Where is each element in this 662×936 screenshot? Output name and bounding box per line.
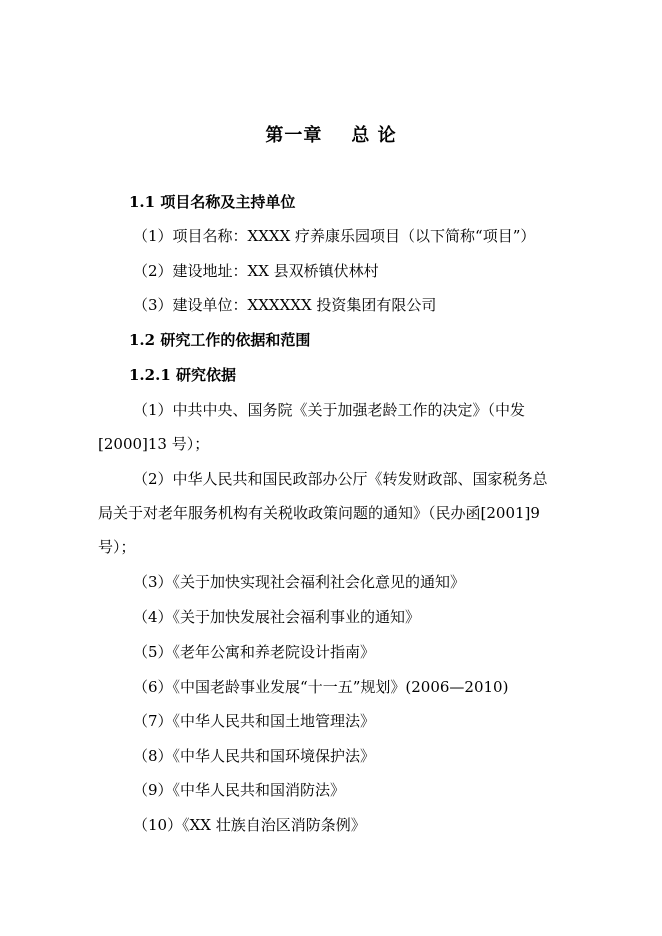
basis-item-7: （7）《中华人民共和国土地管理法》 (133, 712, 376, 730)
project-name-line: （1）项目名称：XXXX 疗养康乐园项目（以下简称“项目”） (133, 227, 536, 245)
basis-item-8: （8）《中华人民共和国环境保护法》 (133, 747, 376, 765)
project-address-line: （2）建设地址：XX 县双桥镇伏林村 (133, 262, 379, 280)
chapter-title: 第一章 总 论 (265, 125, 397, 146)
basis-item-2-line-1: （2）中华人民共和国民政部办公厅《转发财政部、国家税务总 (133, 470, 548, 488)
basis-item-10: （10）《XX 壮族自治区消防条例》 (133, 816, 366, 834)
basis-item-1-line-1: （1）中共中央、国务院《关于加强老龄工作的决定》（中发 (133, 401, 526, 419)
basis-item-5: （5）《老年公寓和养老院设计指南》 (133, 643, 376, 661)
basis-item-4: （4）《关于加快发展社会福利事业的通知》 (133, 608, 421, 626)
basis-item-9: （9）《中华人民共和国消防法》 (133, 781, 346, 799)
basis-item-1-line-2: [2000]13 号）； (98, 435, 210, 453)
basis-item-3: （3）《关于加快实现社会福利社会化意见的通知》 (133, 573, 466, 591)
section-heading-1-1: 1.1 项目名称及主持单位 (129, 193, 296, 211)
basis-item-6: （6）《中国老龄事业发展“十一五”规划》(2006—2010) (133, 678, 509, 696)
project-builder-line: （3）建设单位：XXXXXX 投资集团有限公司 (133, 296, 437, 314)
section-heading-1-2: 1.2 研究工作的依据和范围 (129, 331, 311, 349)
subsection-heading-1-2-1: 1.2.1 研究依据 (129, 366, 236, 384)
basis-item-2-line-2: 局关于对老年服务机构有关税收政策问题的通知》（民办函[2001]9 (98, 504, 540, 522)
basis-item-2-line-3: 号）； (98, 538, 136, 556)
